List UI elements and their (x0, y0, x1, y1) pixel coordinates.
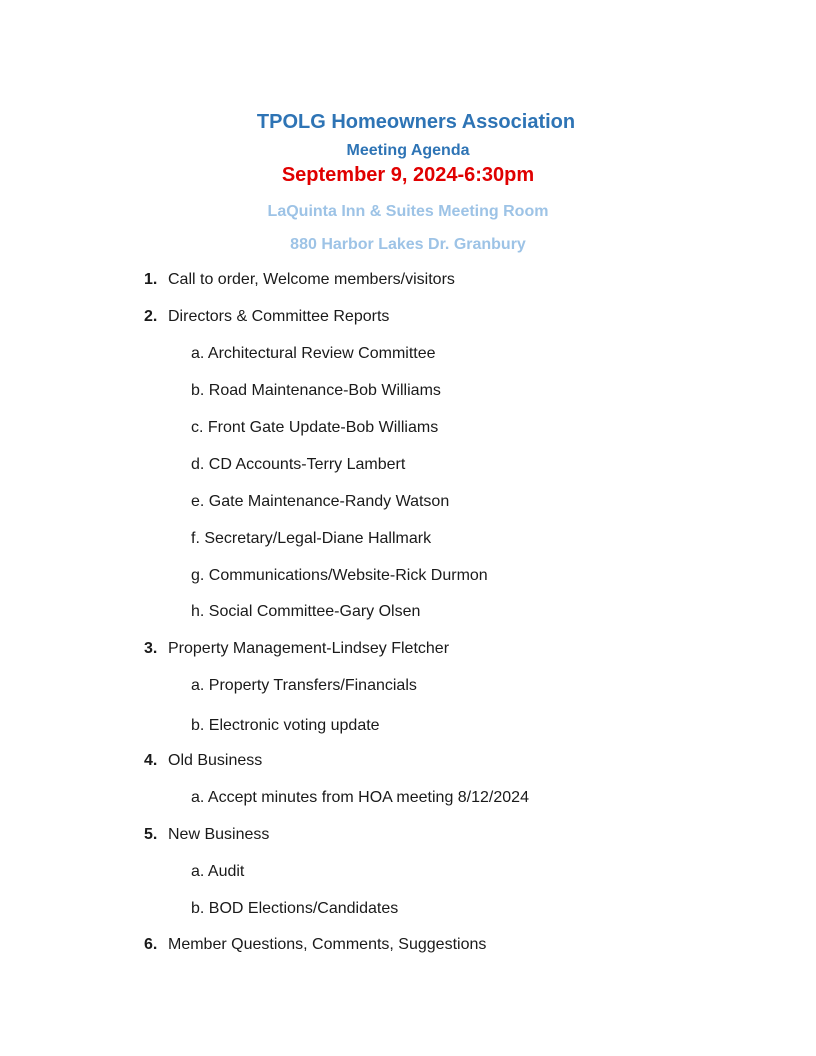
agenda-subitem-text: c. Front Gate Update-Bob Williams (191, 419, 439, 436)
agenda-item-text: Old Business (168, 752, 263, 769)
agenda-item-number: 2. (144, 308, 158, 325)
agenda-item-text: Member Questions, Comments, Suggestions (168, 936, 487, 953)
agenda-subitem-text: b. Electronic voting update (191, 717, 380, 734)
agenda-subitem-text: e. Gate Maintenance-Randy Watson (191, 493, 450, 510)
agenda-item-number: 3. (144, 640, 158, 657)
agenda-item-number: 1. (144, 271, 158, 288)
agenda-subitem-text: d. CD Accounts-Terry Lambert (191, 456, 406, 473)
agenda-item-number: 6. (144, 936, 158, 953)
agenda-subitem-text: a. Architectural Review Committee (191, 345, 436, 362)
agenda-subitem-text: a. Accept minutes from HOA meeting 8/12/2024 (191, 789, 529, 806)
agenda-item-text: New Business (168, 826, 270, 843)
agenda-subitem-text: h. Social Committee-Gary Olsen (191, 603, 421, 620)
agenda-item-text: Directors & Committee Reports (168, 308, 390, 325)
agenda-subitem-text: a. Audit (191, 863, 245, 880)
agenda-item-number: 4. (144, 752, 158, 769)
meeting-address: 880 Harbor Lakes Dr. Granbury (290, 236, 526, 253)
agenda-subitem-text: b. Road Maintenance-Bob Williams (191, 382, 441, 399)
meeting-location: LaQuinta Inn & Suites Meeting Room (267, 203, 549, 220)
agenda-item-text: Call to order, Welcome members/visitors (168, 271, 455, 288)
document-subtitle: Meeting Agenda (346, 142, 470, 159)
organization-title: TPOLG Homeowners Association (256, 111, 576, 133)
agenda-subitem-text: f. Secretary/Legal-Diane Hallmark (191, 530, 432, 547)
agenda-subitem-text: a. Property Transfers/Financials (191, 677, 417, 694)
agenda-item-number: 5. (144, 826, 158, 843)
meeting-date: September 9, 2024-6:30pm (281, 164, 535, 186)
agenda-item-text: Property Management-Lindsey Fletcher (168, 640, 450, 657)
agenda-subitem-text: b. BOD Elections/Candidates (191, 900, 399, 917)
agenda-subitem-text: g. Communications/Website-Rick Durmon (191, 567, 488, 584)
